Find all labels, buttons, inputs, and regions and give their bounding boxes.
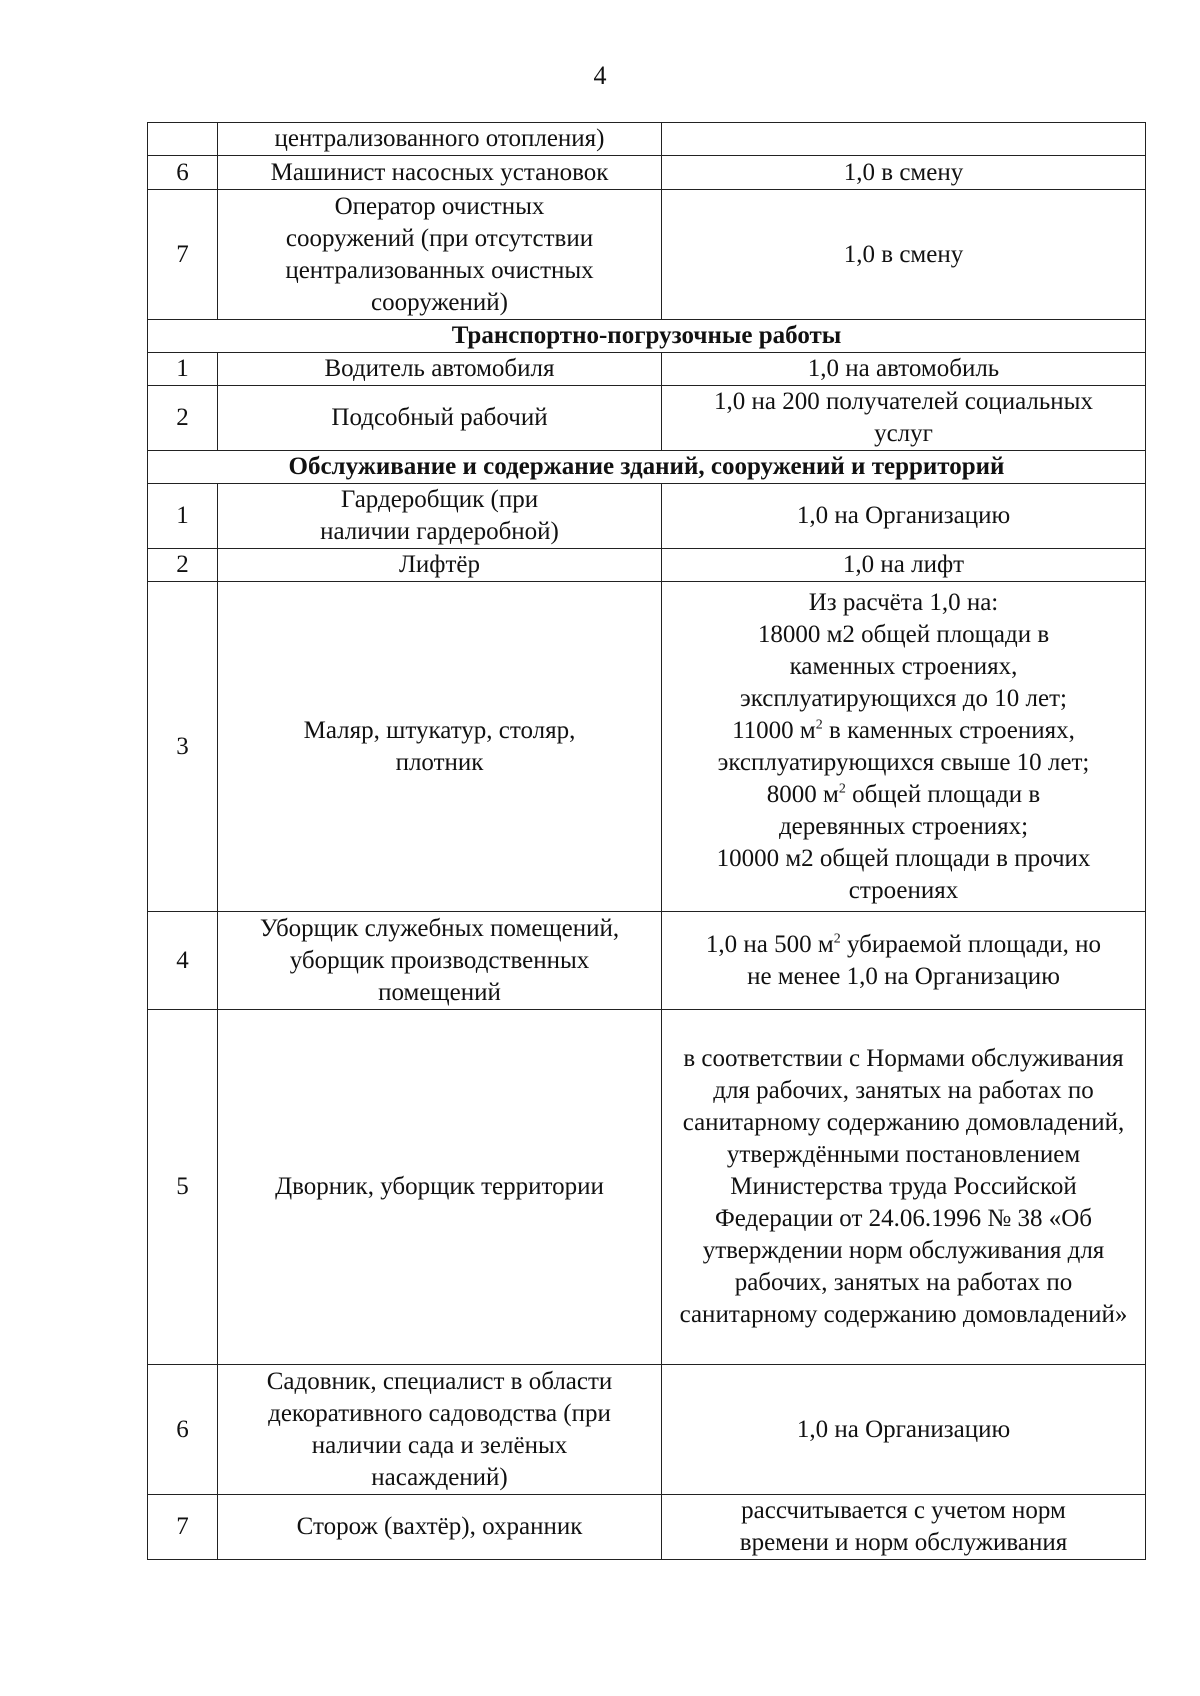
norm-line-text: 1,0 на 500 м <box>705 930 834 958</box>
table-row <box>148 353 1146 386</box>
row-number: 4 <box>148 912 218 1010</box>
norm-line: строениях <box>848 876 959 904</box>
table-row <box>148 386 1146 451</box>
staffing-norm <box>662 912 1146 1010</box>
section-heading: Обслуживание и содержание зданий, сооружений и территорий <box>148 451 1146 484</box>
norm-line <box>666 715 1141 747</box>
norm-line-text: убираемой площади, но <box>840 930 1102 958</box>
norm-line: эксплуатирующихся свыше 10 лет; <box>717 748 1090 776</box>
norm-line: эксплуатирующихся до 10 лет; <box>740 684 1067 712</box>
section-row <box>148 451 1146 484</box>
norm-line-text: 8000 м <box>766 780 839 808</box>
staffing-norm: рассчитывается с учетом норм времени и норм обслуживания <box>662 1495 1146 1560</box>
section-heading: Транспортно-погрузочные работы <box>148 320 1146 353</box>
staffing-norm <box>662 582 1146 912</box>
superscript: 2 <box>815 717 823 733</box>
position-name: Оператор очистных сооружений (при отсутствии централизованных очистных сооружений) <box>218 190 662 320</box>
staffing-norm: 1,0 на лифт <box>662 549 1146 582</box>
row-number: 5 <box>148 1010 218 1365</box>
row-number: 6 <box>148 1365 218 1495</box>
norm-line: Из расчёта 1,0 на: <box>808 588 999 616</box>
table-row <box>148 1010 1146 1365</box>
table-row <box>148 912 1146 1010</box>
norm-line: деревянных строениях; <box>778 812 1029 840</box>
staffing-norm: 1,0 на автомобиль <box>662 353 1146 386</box>
norm-line <box>666 929 1141 961</box>
row-number <box>148 123 218 156</box>
table-row <box>148 549 1146 582</box>
table-row <box>148 1495 1146 1560</box>
norm-line-text: в каменных строениях, <box>822 716 1075 744</box>
position-name: Водитель автомобиля <box>218 353 662 386</box>
staffing-norm: 1,0 в смену <box>662 190 1146 320</box>
norm-line: 10000 м2 общей площади в прочих <box>716 844 1091 872</box>
row-number: 2 <box>148 386 218 451</box>
position-name: Машинист насосных установок <box>218 156 662 190</box>
table-row <box>148 582 1146 912</box>
position-name: Дворник, уборщик территории <box>218 1010 662 1365</box>
position-name: Сторож (вахтёр), охранник <box>218 1495 662 1560</box>
staffing-norm: 1,0 на Организацию <box>662 1365 1146 1495</box>
staffing-norm: 1,0 на Организацию <box>662 484 1146 549</box>
position-name: Садовник, специалист в области декоративного садоводства (при наличии сада и зелёных насаждений) <box>218 1365 662 1495</box>
staffing-norm: в соответствии с Нормами обслуживания для рабочих, занятых на работах по санитарному содержанию домовладений, утверждёнными постановлением Министерства труда Российской Федерации от 24.06.1996 № 38 «Об утверждении норм обслуживания для рабочих, занятых на работах по санитарному содержанию домовладений» <box>662 1010 1146 1365</box>
position-name: Лифтёр <box>218 549 662 582</box>
row-number: 7 <box>148 1495 218 1560</box>
table-row <box>148 484 1146 549</box>
superscript: 2 <box>833 931 841 947</box>
row-number: 1 <box>148 484 218 549</box>
table-row <box>148 156 1146 190</box>
table-row <box>148 1365 1146 1495</box>
section-row <box>148 320 1146 353</box>
norm-line-text: общей площади в <box>845 780 1041 808</box>
table-row <box>148 123 1146 156</box>
norm-line: каменных строениях, <box>789 652 1018 680</box>
table-row <box>148 190 1146 320</box>
row-number: 7 <box>148 190 218 320</box>
staffing-norm <box>662 123 1146 156</box>
norm-line: 18000 м2 общей площади в <box>757 620 1050 648</box>
staffing-norm: 1,0 на 200 получателей социальных услуг <box>662 386 1146 451</box>
row-number: 6 <box>148 156 218 190</box>
position-name: Гардеробщик (при наличии гардеробной) <box>218 484 662 549</box>
row-number: 3 <box>148 582 218 912</box>
position-name: Маляр, штукатур, столяр, плотник <box>218 582 662 912</box>
row-number: 1 <box>148 353 218 386</box>
staffing-norms-table <box>147 122 1146 1560</box>
norm-line <box>666 779 1141 811</box>
position-name: централизованного отопления) <box>218 123 662 156</box>
position-name: Подсобный рабочий <box>218 386 662 451</box>
norm-line: не менее 1,0 на Организацию <box>747 962 1060 990</box>
page-number: 4 <box>593 61 607 90</box>
position-name: Уборщик служебных помещений, уборщик производственных помещений <box>218 912 662 1010</box>
staffing-norm: 1,0 в смену <box>662 156 1146 190</box>
superscript: 2 <box>838 781 846 797</box>
norm-line-text: 11000 м <box>732 716 816 744</box>
row-number: 2 <box>148 549 218 582</box>
